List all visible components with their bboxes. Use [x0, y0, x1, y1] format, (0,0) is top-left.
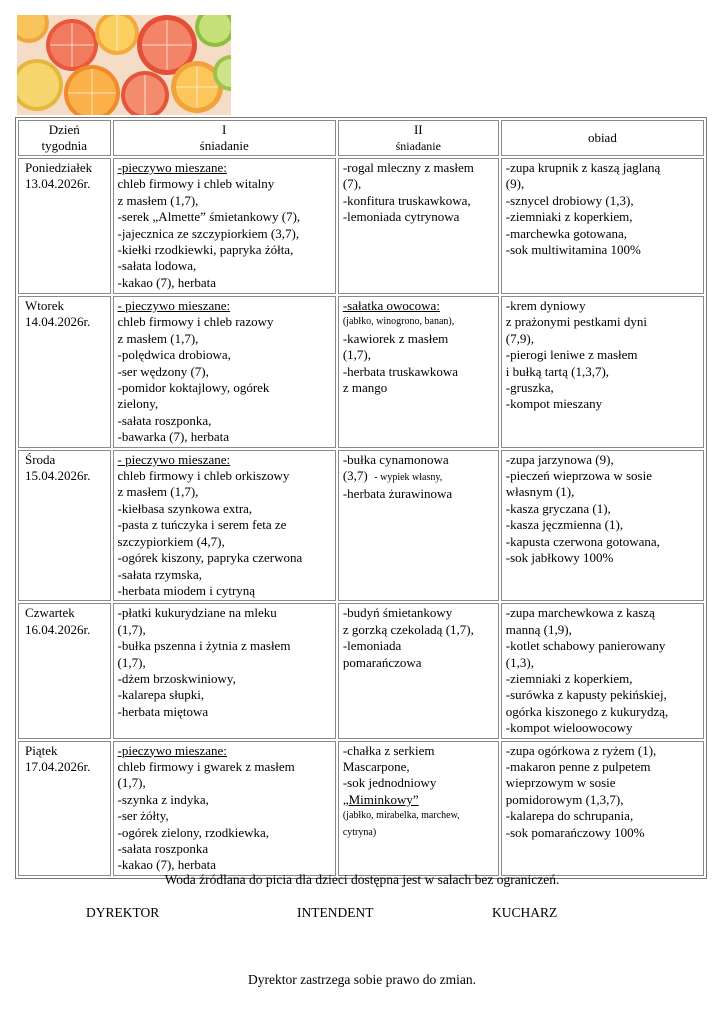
lunch-cell: -zupa marchewkowa z kaszą manną (1,9), -kotlet schabowy panierowany (1,3), -ziemniaki z koperkiem, -surówka z kapusty pekińskiej, ogórka kiszonego z kukurydzą, -kompot wieloowocowy	[501, 603, 704, 738]
header-lunch: obiad	[501, 120, 704, 156]
table-row	[18, 296, 704, 448]
lunch-cell: -zupa ogórkowa z ryżem (1), -makaron penne z pulpetem wieprzowym w sosie pomidorowym (1,3,7), -kalarepa do schrupania, -sok pomarańczowy 100%	[501, 741, 704, 876]
breakfast-2-cell: -sałatka owocowa: (jabłko, winogrono, banan), -kawiorek z masłem (1,7), -herbata truskawkowa z mango	[338, 296, 499, 448]
signature-cook: KUCHARZ	[492, 905, 558, 920]
day-cell: Wtorek 14.04.2026r.	[18, 296, 111, 448]
lunch-cell: -krem dyniowy z prażonymi pestkami dyni (7,9), -pierogi leniwe z masłem i bułką tartą (1,3,7), -gruszka, -kompot mieszany	[501, 296, 704, 448]
weekly-menu-table	[15, 117, 707, 879]
signature-intendent: INTENDENT	[297, 905, 374, 920]
breakfast-2-cell: -budyń śmietankowy z gorzką czekoladą (1,7), -lemoniada pomarańczowa	[338, 603, 499, 738]
breakfast-2-cell: -chałka z serkiem Mascarpone, -sok jednodniowy „Miminkowy” (jabłko, mirabelka, marchew, cytryna)	[338, 741, 499, 876]
changes-disclaimer: Dyrektor zastrzega sobie prawo do zmian.	[248, 972, 476, 987]
header-day: Dzień tygodnia	[18, 120, 111, 156]
day-cell: Środa 15.04.2026r.	[18, 450, 111, 602]
table-header-row	[18, 120, 704, 156]
breakfast-1-cell: -płatki kukurydziane na mleku (1,7), -bułka pszenna i żytnia z masłem (1,7), -dżem brzoskwiniowy, -kalarepa słupki, -herbata miętowa	[113, 603, 336, 738]
lunch-cell: -zupa krupnik z kaszą jaglaną (9), -sznycel drobiowy (1,3), -ziemniaki z koperkiem, -marchewka gotowana, -sok multiwitamina 100%	[501, 158, 704, 294]
table-row	[18, 741, 704, 876]
lunch-cell: -zupa jarzynowa (9), -pieczeń wieprzowa w sosie własnym (1), -kasza gryczana (1), -kasza jęczmienna (1), -kapusta czerwona gotowana, -sok jabłkowy 100%	[501, 450, 704, 602]
citrus-slices-icon	[17, 15, 231, 115]
header-breakfast-1: I śniadanie	[113, 120, 336, 156]
breakfast-1-cell: - pieczywo mieszane: chleb firmowy i chleb razowy z masłem (1,7), -polędwica drobiowa, -ser wędzony (7), -pomidor koktajlowy, ogórek zielony, -sałata roszponka, -bawarka (7), herbata	[113, 296, 336, 448]
header-breakfast-2: II śniadanie	[338, 120, 499, 156]
breakfast-1-cell: - pieczywo mieszane: chleb firmowy i chleb orkiszowy z masłem (1,7), -kiełbasa szynkowa extra, -pasta z tuńczyka i serem feta ze szczypiorkiem (4,7), -ogórek kiszony, papryka czerwona -sałata rzymska, -herbata miodem i cytryną	[113, 450, 336, 602]
citrus-photo	[17, 15, 231, 115]
table-row	[18, 450, 704, 602]
breakfast-2-cell: -bułka cynamonowa (3,7) - wypiek własny, -herbata żurawinowa	[338, 450, 499, 602]
signature-director: DYREKTOR	[86, 905, 160, 920]
breakfast-1-cell: -pieczywo mieszane: chleb firmowy i gwarek z masłem (1,7), -szynka z indyka, -ser żółty, -ogórek zielony, rzodkiewka, -sałata roszponka -kakao (7), herbata	[113, 741, 336, 876]
day-cell: Czwartek 16.04.2026r.	[18, 603, 111, 738]
day-cell: Poniedziałek 13.04.2026r.	[18, 158, 111, 294]
water-note: Woda źródlana do picia dla dzieci dostępna jest w salach bez ograniczeń.	[164, 872, 560, 887]
breakfast-2-cell: -rogal mleczny z masłem (7), -konfitura truskawkowa, -lemoniada cytrynowa	[338, 158, 499, 294]
table-row	[18, 603, 704, 738]
day-cell: Piątek 17.04.2026r.	[18, 741, 111, 876]
table-row	[18, 158, 704, 294]
breakfast-1-cell: -pieczywo mieszane: chleb firmowy i chleb witalny z masłem (1,7), -serek „Almette” śmietankowy (7), -jajecznica ze szczypiorkiem (3,7), -kiełki rzodkiewki, papryka żółta, -sałata lodowa, -kakao (7), herbata	[113, 158, 336, 294]
